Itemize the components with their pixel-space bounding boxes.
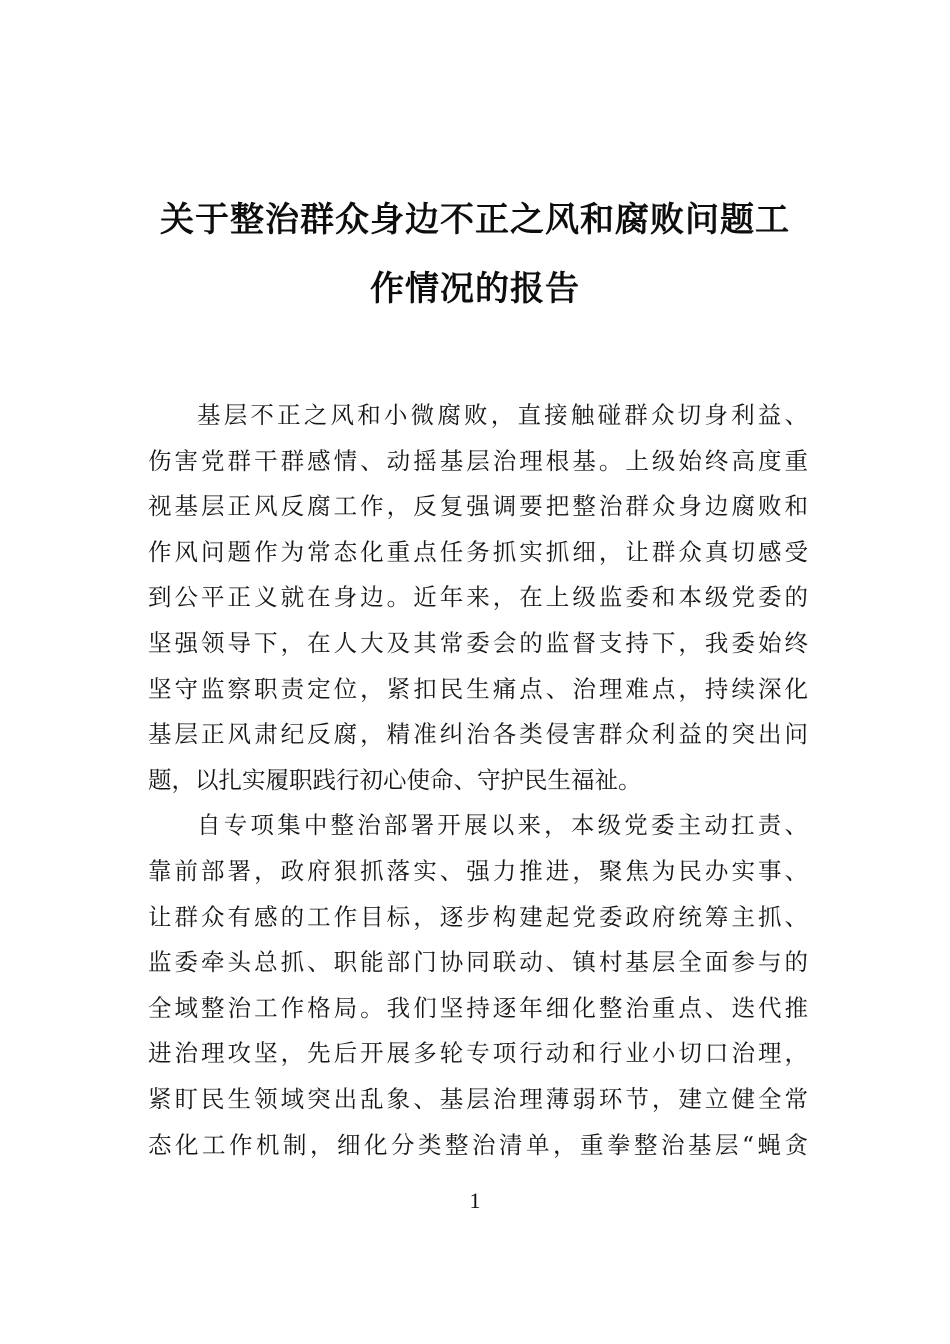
paragraph-line: 作风问题作为常态化重点任务抓实抓细，让群众真切感受 xyxy=(148,537,808,566)
title-line-1: 关于整治群众身边不正之风和腐败问题工 xyxy=(160,200,790,240)
paragraph-line: 全域整治工作格局。我们坚持逐年细化整治重点、迭代推 xyxy=(148,993,808,1022)
paragraph-line: 紧盯民生领域突出乱象、基层治理薄弱环节，建立健全常 xyxy=(148,1084,808,1113)
paragraph-line: 让群众有感的工作目标，逐步构建起党委政府统筹主抓、 xyxy=(148,902,808,931)
paragraph-line: 坚守监察职责定位，紧扣民生痛点、治理难点，持续深化 xyxy=(148,674,808,703)
paragraph-line: 视基层正风反腐工作，反复强调要把整治群众身边腐败和 xyxy=(148,492,808,521)
paragraph-line: 题，以扎实履职践行初心使命、守护民生福祉。 xyxy=(148,765,642,794)
paragraph-line: 自专项集中整治部署开展以来，本级党委主动扛责、 xyxy=(197,811,808,840)
paragraph-line: 坚强领导下，在人大及其常委会的监督支持下，我委始终 xyxy=(148,628,808,657)
paragraph-line: 进治理攻坚，先后开展多轮专项行动和行业小切口治理， xyxy=(148,1039,808,1068)
title-line-2: 作情况的报告 xyxy=(370,269,580,309)
paragraph-line: 态化工作机制，细化分类整治清单，重拳整治基层“蝇贪 xyxy=(148,1130,808,1159)
paragraph-line: 靠前部署，政府狠抓落实、强力推进，聚焦为民办实事、 xyxy=(148,856,808,885)
paragraph-line: 到公平正义就在身边。近年来，在上级监委和本级党委的 xyxy=(148,583,808,612)
paragraph-line: 伤害党群干群感情、动摇基层治理根基。上级始终高度重 xyxy=(148,446,808,475)
paragraph-1 xyxy=(148,393,808,803)
paragraph-line: 基层不正之风和小微腐败，直接触碰群众切身利益、 xyxy=(197,401,808,429)
document-title xyxy=(148,186,802,324)
page-number: 1 xyxy=(469,1188,481,1213)
paragraph-2 xyxy=(148,803,808,1168)
document-body xyxy=(148,393,808,1168)
paragraph-line: 基层正风肃纪反腐，精准纠治各类侵害群众利益的突出问 xyxy=(148,720,808,749)
paragraph-line: 监委牵头总抓、职能部门协同联动、镇村基层全面参与的 xyxy=(148,948,808,977)
